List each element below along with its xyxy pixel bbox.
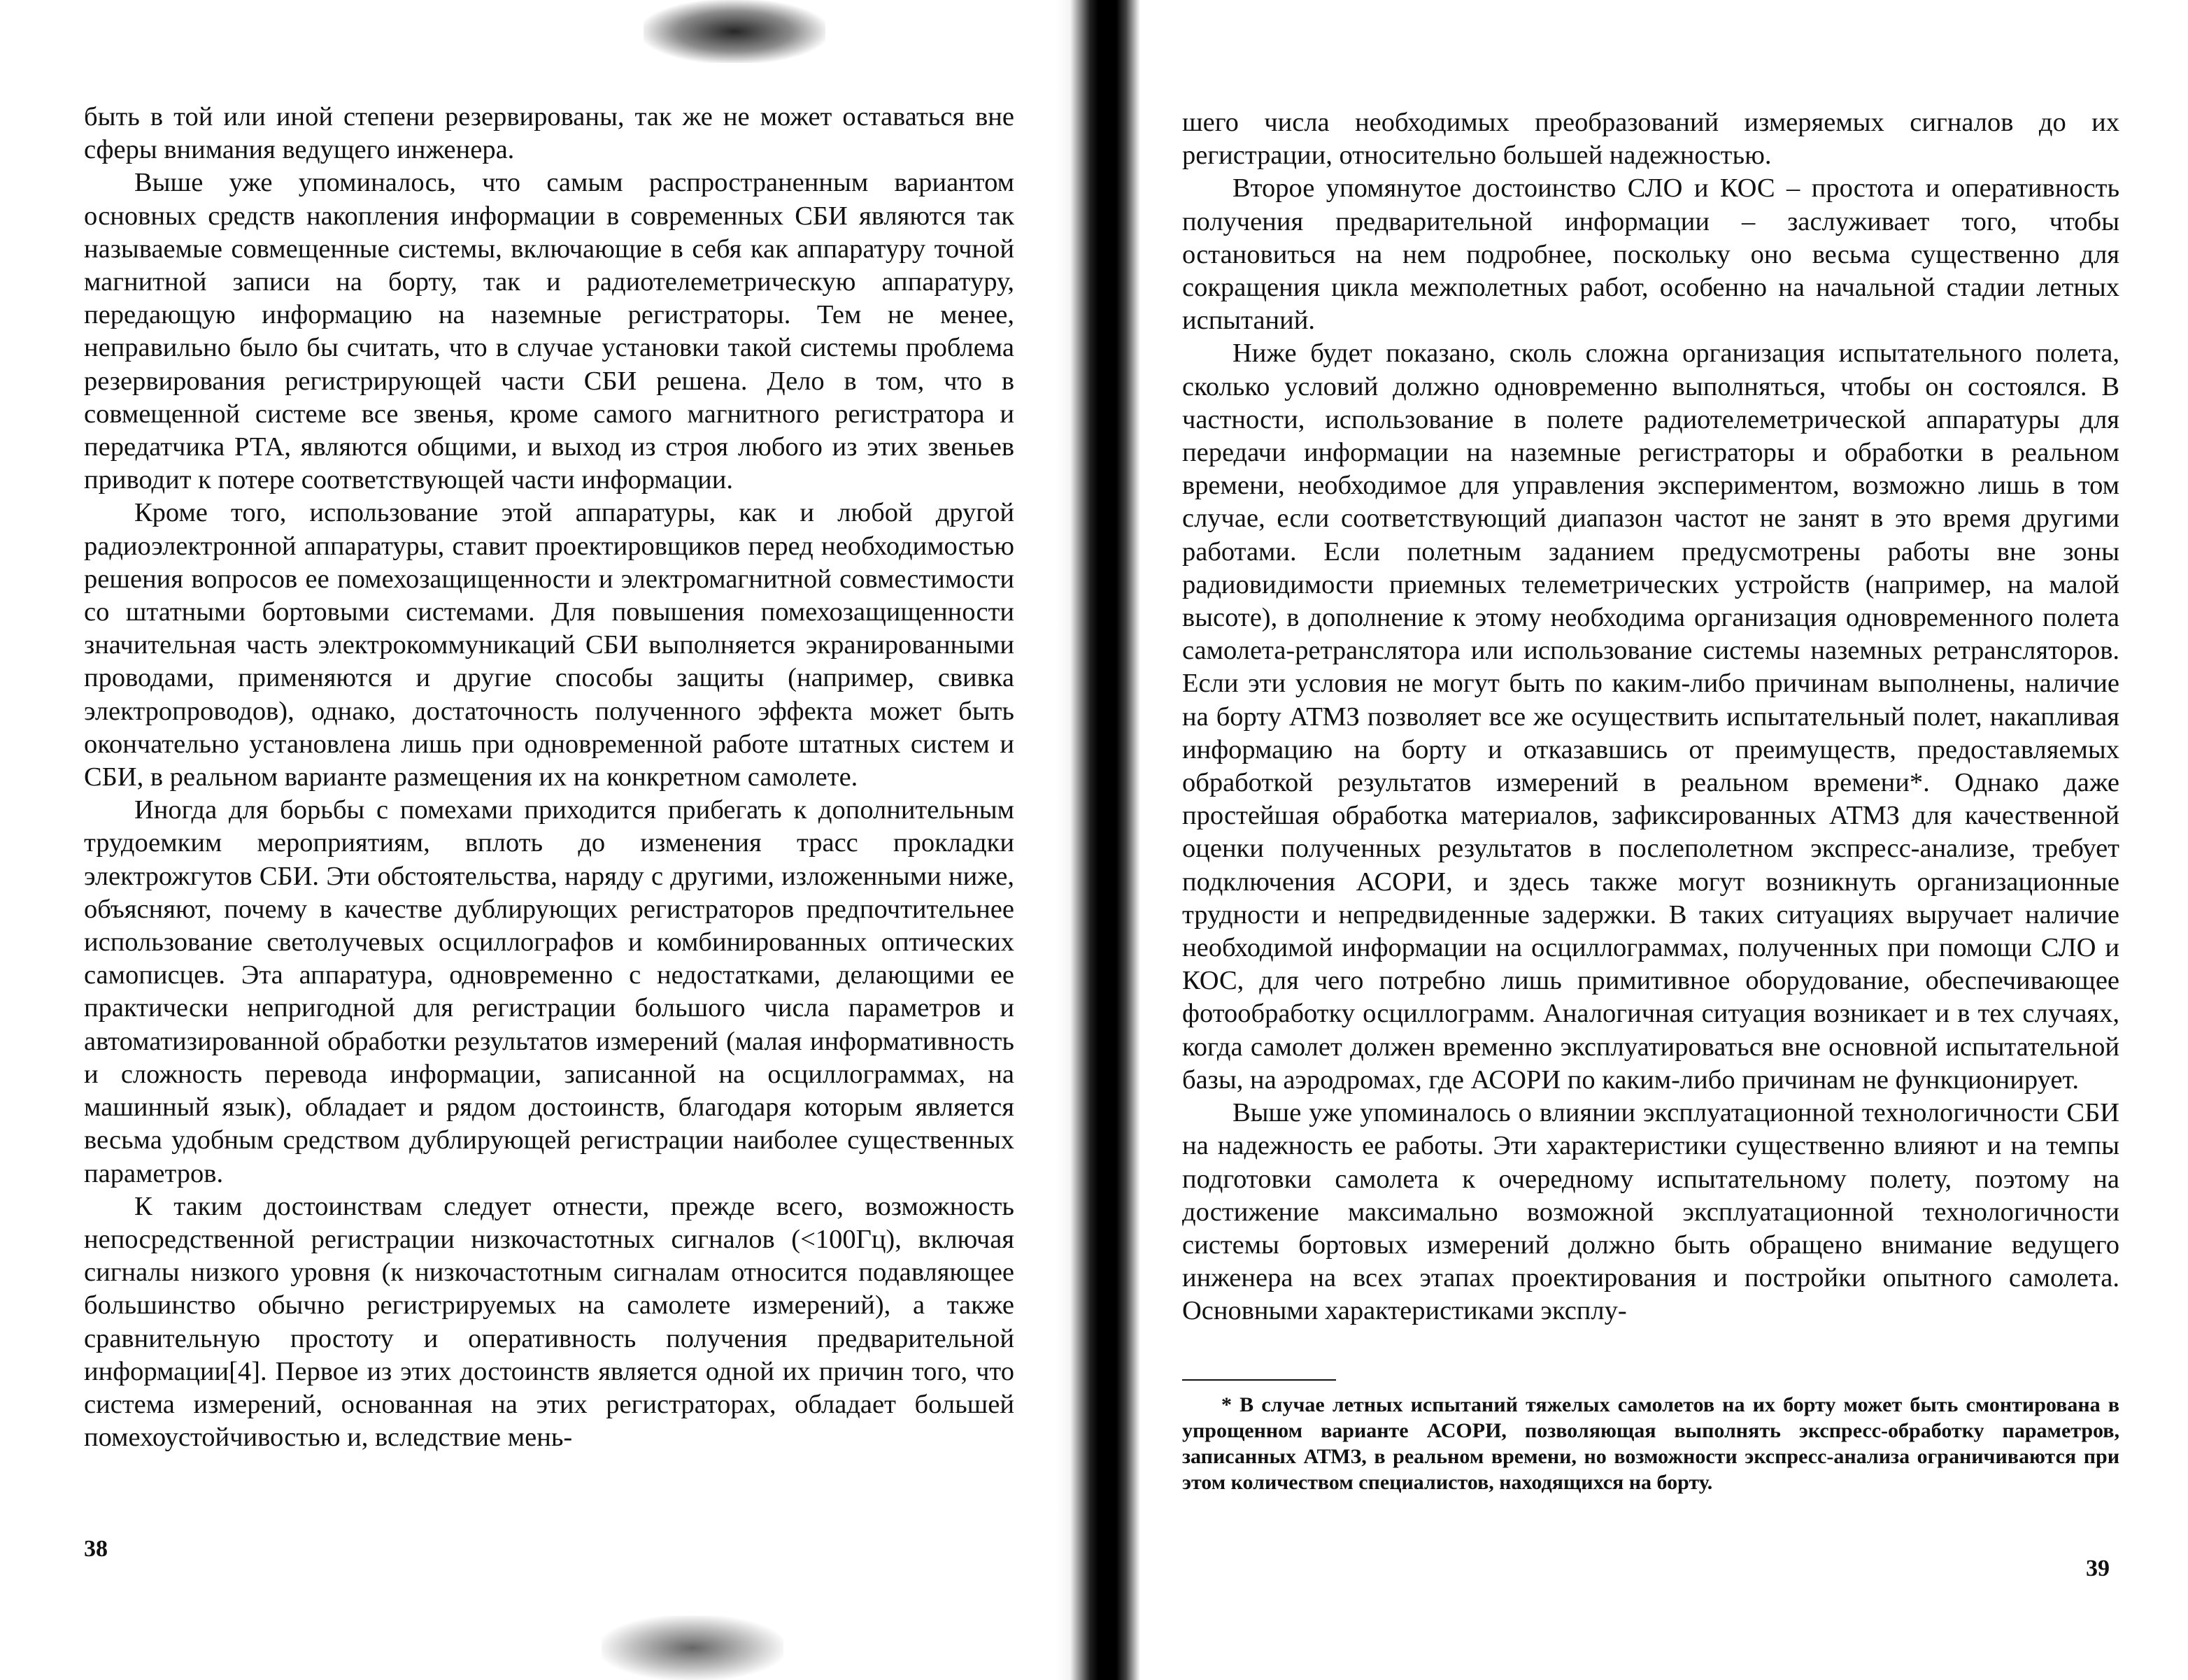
paragraph: Выше уже упоминалось, что самым распространенным вариантом основных средств накопления информации в современных СБИ являются так называемые совмещенные системы, включающие в себя как аппаратуру точной магнитной записи на борту, так и радиотелеметрическую аппаратуру, передающую информацию на наземные регистраторы. Тем не менее, неправильно было бы считать, что в случае установки такой системы проблема резервирования регистрирующей части СБИ решена. Дело в том, что в совмещенной системе все звенья, кроме самого магнитного регистратора и передатчика РТА, являются общими, и выход из строя любого из этих звеньев приводит к потере соответствующей части информации. xyxy=(84,168,1014,495)
paragraph: быть в той или иной степени резервированы, так же не может оставаться вне сферы внимания ведущего инженера. xyxy=(84,102,1014,165)
right-page-text xyxy=(1182,106,2119,1328)
page-number-left: 38 xyxy=(84,1536,108,1562)
right-page xyxy=(1140,0,2188,1680)
scan-shadow-bottom xyxy=(602,1616,783,1680)
footnote: * В случае летных испытаний тяжелых самолетов на их борту может быть смонтирована в упрощенном варианте АСОРИ, позволяющая выполнять экспресс-обработку параметров, записанных АТМЗ, в реальном времени, но возможности экспресс-анализа ограничиваются при этом количеством специалистов, находящихся на борту. xyxy=(1182,1393,2119,1494)
scan-shadow-top xyxy=(644,0,825,63)
paragraph: Выше уже упоминалось о влиянии эксплуатационной технологичности СБИ на надежность ее работы. Эти характеристики существенно влияют и на темпы подготовки самолета к очередному испытательному полету, поэтому на достижение максимально возможной эксплуатационной технологичности системы бортовых измерений должно быть обращено внимание ведущего инженера на всех этапах проектирования и постройки опытного самолета. Основными характеристиками эксплу- xyxy=(1182,1098,2119,1326)
left-page xyxy=(0,0,1056,1680)
paragraph: Ниже будет показано, сколь сложна организация испытательного полета, сколько условий должно одновременно выполняться, чтобы он состоялся. В частности, использование в полете радиотелеметрической аппаратуры для передачи информации на наземные регистраторы и обработки в реальном времени, необходимое для управления экспериментом, возможно лишь в том случае, если соответствующий диапазон частот не занят в это время другими работами. Если полетным заданием предусмотрены работы вне зоны радиовидимости приемных телеметрических устройств (например, на малой высоте), в дополнение к этому необходима организация одновременного полета самолета-ретранслятора или использование системы наземных ретрансляторов. Если эти условия не могут быть по каким-либо причинам выполнены, наличие на борту АТМЗ позволяет все же осуществить испытательный полет, накапливая информацию на борту и отказавшись от преимуществ, предоставляемых обработкой результатов измерений в реальном времени*. Однако даже простейшая обработка материалов, зафиксированных АТМЗ для качественной оценки полученных результатов в послеполетном экспресс-анализе, требует подключения АСОРИ, и здесь также могут возникнуть организационные трудности и непредвиденные задержки. В таких ситуациях выручает наличие необходимой информации на осциллограммах, полученных при помощи СЛО и КОС, для чего потребно лишь примитивное оборудование, обеспечивающее фотообработку осциллограмм. Аналогичная ситуация возникает и в тех случаях, когда самолет должен временно эксплуатироваться вне основной испытательной базы, на аэродромах, где АСОРИ по каким-либо причинам не функционирует. xyxy=(1182,339,2119,1095)
paragraph: Второе упомянутое достоинство СЛО и КОС – простота и оперативность получения предварительной информации – заслуживает того, чтобы остановиться на нем подробнее, поскольку оно весьма существенно для сокращения цикла межполетных работ, особенно на начальной стадии летных испытаний. xyxy=(1182,173,2119,336)
footnote-divider xyxy=(1182,1379,1336,1381)
paragraph: Кроме того, использование этой аппаратуры, как и любой другой радиоэлектронной аппаратуры, ставит проектировщиков перед необходимостью решения вопросов ее помехозащищенности и электромагнитной совместимости со штатными бортовыми системами. Для повышения помехозащищенности значительная часть электрокоммуникаций СБИ выполняется экранированными проводами, применяются и другие способы защиты (например, свивка электропроводов), однако, достаточность полученного эффекта может быть окончательно установлена лишь при одновременной работе штатных систем и СБИ, в реальном варианте размещения их на конкретном самолете. xyxy=(84,498,1014,792)
paragraph: шего числа необходимых преобразований измеряемых сигналов до их регистрации, относительно большей надежностью. xyxy=(1182,108,2119,171)
page-number-right: 39 xyxy=(2086,1556,2110,1581)
paragraph: К таким достоинствам следует отнести, прежде всего, возможность непосредственной регистрации низкочастотных сигналов (<100Гц), включая сигналы низкого уровня (к низкочастотным сигналам относится подавляющее большинство обычно регистрируемых на самолете измерений), а также сравнительную простоту и оперативность получения предварительной информации[4]. Первое из этих достоинств является одной их причин того, что система измерений, основанная на этих регистраторах, обладает большей помехоустойчивостью и, вследствие мень- xyxy=(84,1191,1014,1453)
book-gutter xyxy=(1056,0,1140,1680)
left-page-text xyxy=(84,101,1014,1454)
paragraph: Иногда для борьбы с помехами приходится прибегать к дополнительным трудоемким мероприятиям, вплоть до изменения трасс прокладки электрожгутов СБИ. Эти обстоятельства, наряду с другими, изложенными ниже, объясняют, почему в качестве дублирующих регистраторов предпочтительнее использование светолучевых осциллографов и комбинированных оптических самописцев. Эта аппаратура, одновременно с недостатками, делающими ее практически непригодной для регистрации большого числа параметров и автоматизированной обработки результатов измерений (малая информативность и сложность перевода информации, записанной на осциллограммах, на машинный язык), обладает и рядом достоинств, благодаря которым является весьма удобным средством дублирующей регистрации наиболее существенных параметров. xyxy=(84,795,1014,1188)
